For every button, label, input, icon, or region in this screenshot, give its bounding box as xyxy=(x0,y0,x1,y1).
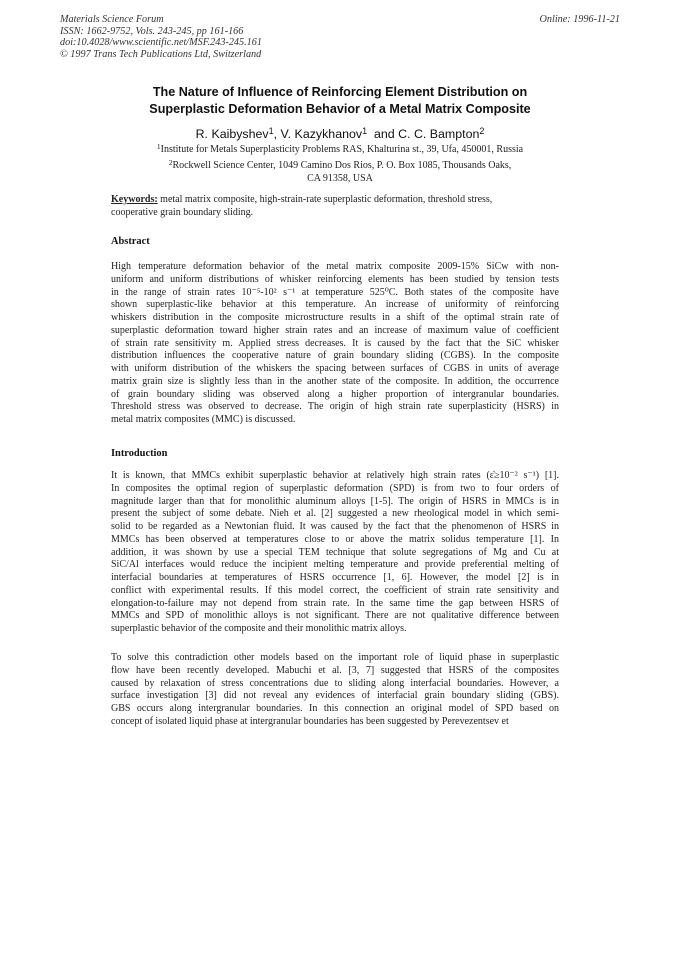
paper-title xyxy=(90,84,590,118)
affiliation-1: $^1$Institute for Metals Superplasticity Problems RAS, Khalturina st., 39, Ufa, 450001, Russia xyxy=(156,142,524,155)
text-line: High temperature deformation behavior of the metal matrix composite 2009-15% SiCw with non- xyxy=(111,261,559,272)
text-line: solid to be regarded as a Newtonian fluid. It was caused by the fact that the phenomenon of HSRS in xyxy=(111,521,559,532)
abstract-heading: Abstract xyxy=(111,236,150,247)
title-line-1: The Nature of Influence of Reinforcing Element Distribution on xyxy=(152,85,528,99)
affiliation-2-cont: CA 91358, USA xyxy=(307,172,373,184)
journal-name: Materials Science Forum xyxy=(60,14,164,25)
introduction-paragraph-1 xyxy=(111,470,559,636)
author-separator: , xyxy=(273,127,278,141)
text-line: uniform and uniform distributions of whisker reinforcing elements has been studied by tension tests xyxy=(111,273,559,285)
text-line: It is known, that MMCs exhibit superplastic behavior at relatively high strain rates (ε̇≥10⁻² s⁻¹) [1]. xyxy=(111,470,559,481)
text-line: magnitude larger than that for monolithic aluminum alloys [1-5]. The origin of HSRS in MMCs is in xyxy=(111,495,559,507)
online-date: Online: 1996-11-21 xyxy=(539,14,620,25)
abstract-text xyxy=(111,261,559,427)
author-1-affiliation: 1 xyxy=(268,126,274,136)
text-line: concept of isolated liquid phase at intergranular boundaries has been suggested by Perevezentsev et xyxy=(111,715,509,727)
doi-line: doi:10.4028/www.scientific.net/MSF.243-245.161 xyxy=(60,37,262,49)
text-line: conflict with experimental results. If this model correct, the coefficient of strain rate sensitivity and xyxy=(111,584,559,596)
text-line: matrix grain size is slightly less than in the another state of the composite. In addition, the occurrence xyxy=(111,375,559,387)
text-line: To solve this contradiction other models based on the important role of liquid phase in superplastic xyxy=(111,652,559,663)
text-line: shown superplastic-like behavior at this temperature. An increase of uniformity of reinforcing xyxy=(111,299,559,311)
keywords-line-2: cooperative grain boundary sliding. xyxy=(111,206,254,218)
text-line: interfacial boundaries at temperatures of HSRS occurrence [1, 6]. However, the model [2] is in xyxy=(111,572,559,583)
text-line: GBS occurs along intergranular boundaries. In this connection an original model of SPD based on xyxy=(111,703,559,714)
author-2-affiliation: 1 xyxy=(362,126,368,136)
title-line-2: Superplastic Deformation Behavior of a Metal Matrix Composite xyxy=(149,102,531,116)
text-line: superplastic behavior of the composite and their monolithic matrix alloys. xyxy=(111,623,407,634)
affiliations xyxy=(90,141,590,185)
text-line: of grain boundary sliding was observed along a higher proportion of intergranular boundaries. xyxy=(111,388,559,400)
journal-header xyxy=(60,14,262,60)
keywords-label: Keywords: xyxy=(111,194,158,205)
text-line: Threshold stress was observed to decrease. The origin of high strain rate superplasticity (HSRS) in xyxy=(111,401,559,413)
keywords-line-1: metal matrix composite, high-strain-rate superplastic deformation, threshold stress, xyxy=(160,194,493,205)
text-line: superplastic deformation toward higher strain rates and an increase of maximum value of coefficient xyxy=(111,324,559,336)
text-line: present the subject of some debate. Nieh et al. [2] suggested a new rheological model in which semi- xyxy=(111,508,559,520)
author-list xyxy=(90,126,590,141)
keywords xyxy=(111,194,555,220)
text-line: caused by relaxation of stress concentrations due to sliding along interfacial boundaries. However, a xyxy=(111,677,559,689)
author-2: V. Kazykhanov xyxy=(280,127,363,141)
text-line: surface investigation [3] did not reveal any evidences of interfacial grain boundary sliding (GBS). xyxy=(111,690,559,702)
text-line: In composites the optimal region of superplastic deformation (SPD) is from two to four orders of xyxy=(111,482,559,494)
author-1: R. Kaibyshev xyxy=(195,127,269,141)
text-line: of strain rate sensitivity m. Applied stress decreases. It is caused by the fact that the SiC whisker xyxy=(111,337,559,349)
text-line: whiskers distribution in the composite microstructure results in a shift of the optimal strain rate of xyxy=(111,312,559,323)
affiliation-2: $^2$Rockwell Science Center, 1049 Camino Dos Rios, P. O. Box 1085, Thousands Oaks, xyxy=(168,157,512,171)
author-3-affiliation: 2 xyxy=(479,126,485,136)
text-line: distribution influences the cooperative nature of grain boundary sliding (CGBS). In the composite xyxy=(111,350,559,362)
text-line: in the range of strain rates 10⁻⁵-10² s⁻¹ at temperature 525⁰C. Both states of the composite have xyxy=(111,286,559,298)
introduction-paragraph-2 xyxy=(111,652,559,729)
text-line: MMCs and SPD of monolithic alloys is not significant. There are not qualitative difference between xyxy=(111,610,559,622)
text-line: flow have been recently developed. Mabuchi et al. [3, 7] suggested that HSRS of the composites xyxy=(111,664,559,676)
text-line: addition, it was shown by use a special TEM technique that solute segregations of Mg and Cu at xyxy=(111,546,559,558)
copyright-line: © 1997 Trans Tech Publications Ltd, Switzerland xyxy=(60,48,262,60)
text-line: SiC/Al interfaces would reduce the incipient melting temperature and provide preferential melting of xyxy=(111,559,559,571)
text-line: metal matrix composites (MMC) is discussed. xyxy=(111,414,296,425)
text-line: elongation-to-failure may not depend from strain rate. In the same time the gap between HSRS of xyxy=(111,597,559,609)
author-and: and xyxy=(373,127,395,141)
issn-line: ISSN: 1662-9752, Vols. 243-245, pp 161-166 xyxy=(60,25,244,37)
text-line: with uniform distribution of the whiskers the spacing between surfaces of CGBS in units of average xyxy=(111,363,559,374)
text-line: MMCs has been observed at temperatures close to or above the matrix solidus temperature [1]. In xyxy=(111,533,559,545)
author-3: C. C. Bampton xyxy=(398,127,480,141)
introduction-heading: Introduction xyxy=(111,448,168,459)
